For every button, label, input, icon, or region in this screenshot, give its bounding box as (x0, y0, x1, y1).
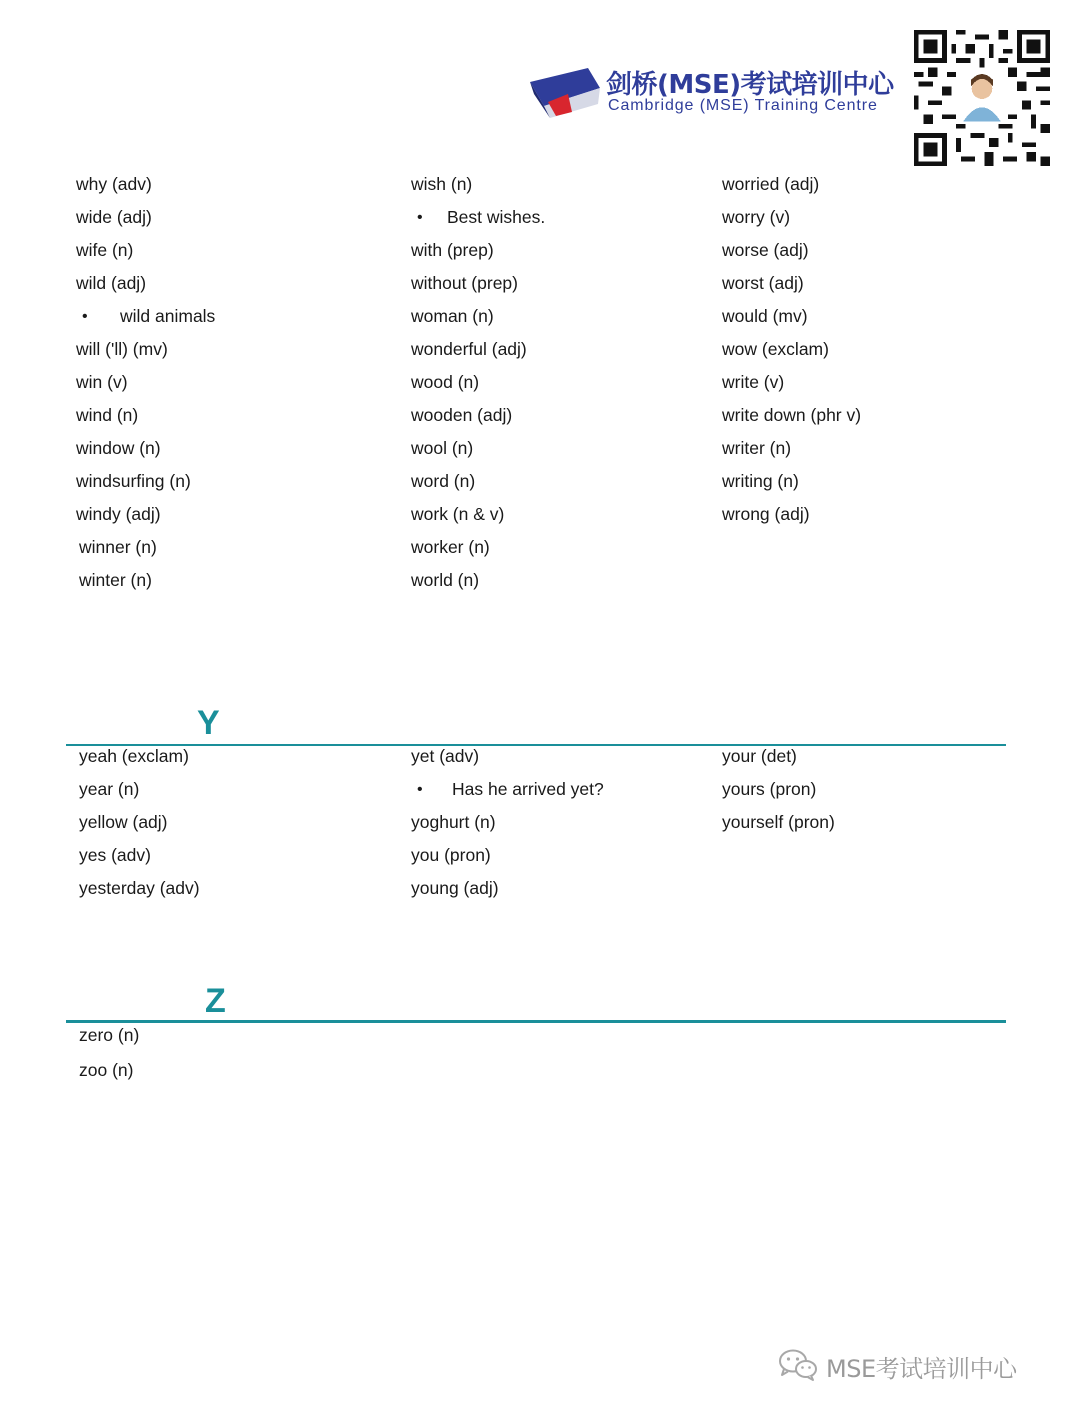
word-entry: wrong (adj) (722, 504, 810, 524)
w-words-column-3 (722, 168, 861, 531)
word-entry: wide (adj) (76, 207, 152, 227)
word-entry: wonderful (adj) (411, 339, 527, 359)
word-entry: winter (n) (79, 570, 152, 590)
word-entry: worse (adj) (722, 240, 809, 260)
section-heading-y: Y (197, 704, 220, 742)
brand-name-english: Cambridge (MSE) Training Centre (608, 97, 878, 114)
word-entry: wool (n) (411, 438, 474, 458)
word-entry: will ('ll) (mv) (76, 339, 168, 359)
section-divider (66, 1020, 1006, 1023)
word-entry: worst (adj) (722, 273, 804, 293)
word-entry: write (v) (722, 372, 785, 392)
word-entry: windy (adj) (76, 504, 161, 524)
y-words-column-2 (411, 740, 604, 905)
word-entry: work (n & v) (411, 504, 505, 524)
y-words-column-3 (722, 740, 835, 839)
word-entry: word (n) (411, 471, 476, 491)
word-entry: yet (adv) (411, 746, 480, 766)
word-entry: writer (n) (722, 438, 792, 458)
word-entry: winner (n) (79, 537, 157, 557)
brand-header (528, 62, 913, 122)
y-words-column-1 (79, 740, 200, 905)
word-entry: wow (exclam) (722, 339, 829, 359)
word-entry: yeah (exclam) (79, 746, 189, 766)
word-entry: wife (n) (76, 240, 134, 260)
example-phrase: • Has he arrived yet? (411, 773, 604, 806)
word-entry: world (n) (411, 570, 480, 590)
example-phrase: • wild animals (76, 300, 215, 333)
word-entry: yoghurt (n) (411, 812, 496, 832)
word-entry: wind (n) (76, 405, 139, 425)
word-entry: yourself (pron) (722, 812, 835, 832)
w-words-column-1 (76, 168, 215, 597)
word-entry: yellow (adj) (79, 812, 168, 832)
word-entry: window (n) (76, 438, 161, 458)
z-words-column-1 (79, 1019, 139, 1087)
word-entry: young (adj) (411, 878, 499, 898)
word-entry: wish (n) (411, 174, 473, 194)
word-entry: your (det) (722, 746, 797, 766)
word-entry: without (prep) (411, 273, 518, 293)
word-entry: worry (v) (722, 207, 791, 227)
word-entry: zero (n) (79, 1025, 140, 1045)
word-entry: with (prep) (411, 240, 494, 260)
word-entry: worried (adj) (722, 174, 820, 194)
watermark-text: MSE考试培训中心 (826, 1355, 1017, 1383)
word-entry: wood (n) (411, 372, 480, 392)
word-entry: yours (pron) (722, 779, 817, 799)
word-entry: writing (n) (722, 471, 799, 491)
word-entry: zoo (n) (79, 1060, 134, 1080)
word-entry: wooden (adj) (411, 405, 513, 425)
word-entry: yes (adv) (79, 845, 151, 865)
word-entry: worker (n) (411, 537, 490, 557)
section-heading-z: Z (205, 982, 226, 1020)
word-entry: would (mv) (722, 306, 808, 326)
word-entry: why (adv) (76, 174, 152, 194)
word-entry: write down (phr v) (722, 405, 862, 425)
word-entry: windsurfing (n) (76, 471, 191, 491)
wechat-icon (778, 1348, 818, 1382)
word-entry: you (pron) (411, 845, 491, 865)
word-entry: wild (adj) (76, 273, 147, 293)
w-words-column-2 (411, 168, 545, 597)
qr-code-icon[interactable] (914, 30, 1050, 166)
word-entry: yesterday (adv) (79, 878, 200, 898)
word-entry: win (v) (76, 372, 128, 392)
example-phrase: • Best wishes. (411, 201, 545, 234)
cambridge-logo-icon (528, 64, 604, 118)
word-entry: woman (n) (411, 306, 494, 326)
word-entry: year (n) (79, 779, 140, 799)
brand-name-chinese: 剑桥(MSE)考试培训中心 (606, 70, 894, 100)
wechat-watermark (778, 1346, 1058, 1382)
